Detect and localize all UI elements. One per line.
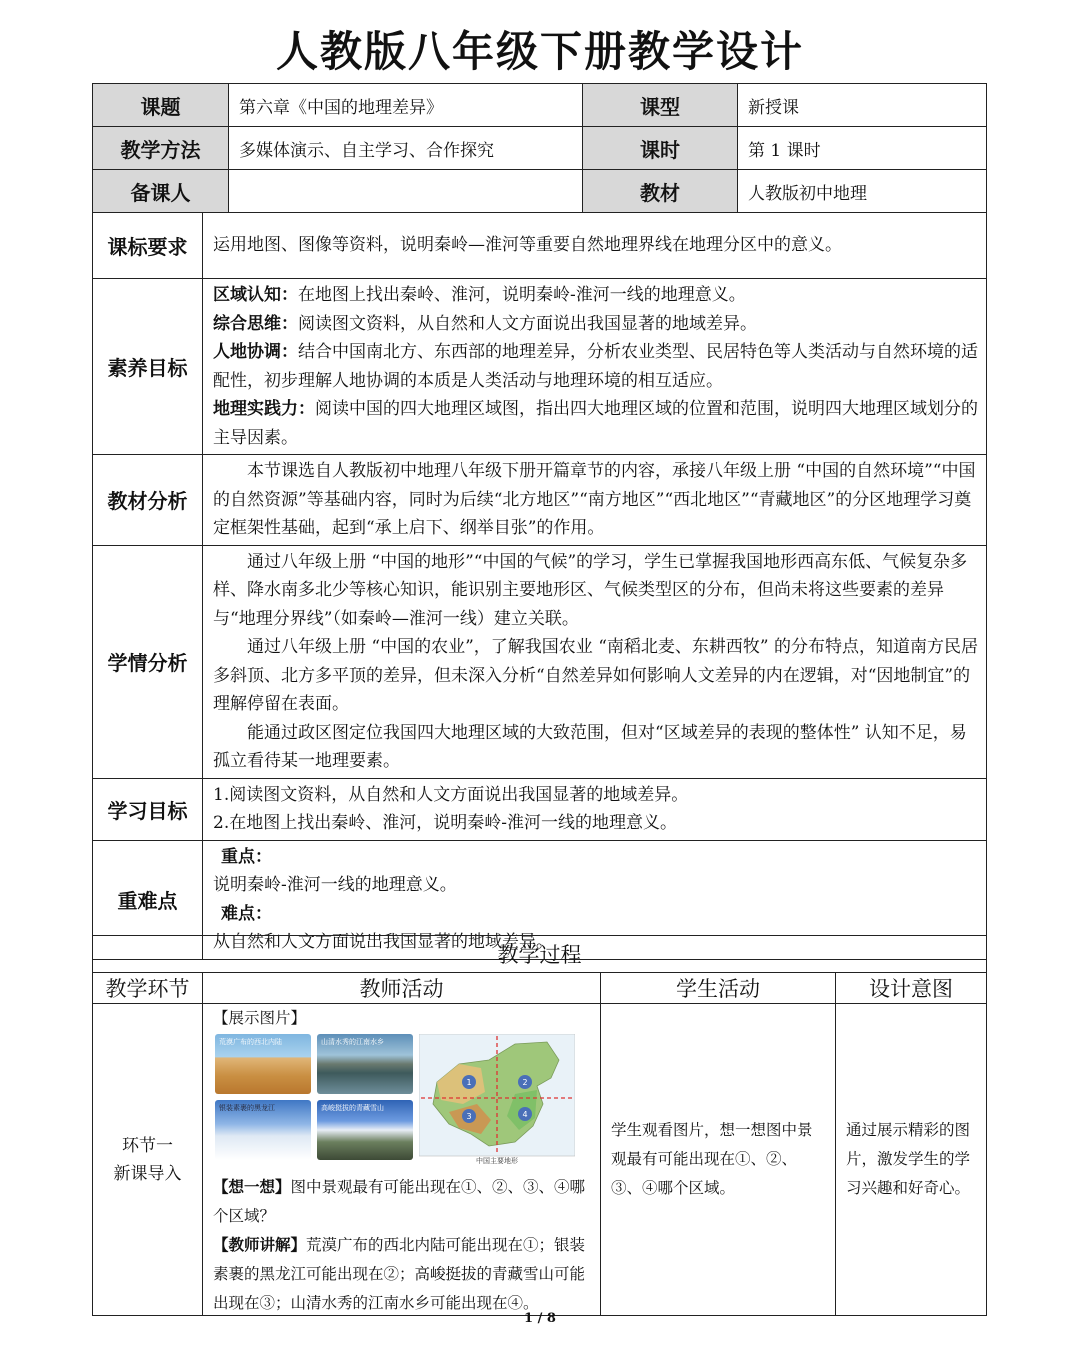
map-marker — [518, 1075, 532, 1089]
textbook-value: 人教版初中地理 — [738, 170, 987, 213]
objectives-label: 学习目标 — [93, 778, 203, 840]
difficult-point-text: 从自然和人文方面说出我国显著的地域差异。 — [213, 932, 553, 952]
student-analysis-paragraph: 通过八年级上册 “中国的农业”，了解我国农业 “南稻北麦、东耕西牧” 的分布特点，知道南方民居多斜顶、北方多平顶的差异，但未深入分析“自然差异如何影响人文差异的内在逻辑，对“因地制宜”的理解停留在表面。 — [213, 637, 978, 714]
method-value: 多媒体演示、自主学习、合作探究 — [229, 127, 583, 170]
water-town-image — [317, 1034, 413, 1094]
water-town-caption: 山清水秀的江南水乡 — [321, 1038, 384, 1046]
show-label: 【展示图片】 — [213, 1009, 307, 1027]
literacy-item: 综合思维：阅读图文资料，从自然和人文方面说出我国显著的地域差异。 — [213, 313, 757, 334]
student-analysis-paragraph: 能通过政区图定位我国四大地理区域的大致范围，但对“区域差异的表现的整体性” 认知不足，易孤立看待某一地理要素。 — [213, 722, 967, 771]
difficult-point-label: 难点： — [221, 903, 272, 924]
map-marker — [462, 1109, 476, 1123]
info-table — [92, 83, 987, 213]
literacy-item: 人地协调：结合中国南北方、东西部的地理差异，分析农业类型、民居特色等人类活动与自然环境的适配性，初步理解人地协调的本质是人类活动与地理环境的相互适应。 — [213, 342, 978, 391]
textbook-analysis-text: 本节课选自人教版初中地理八年级下册开篇章节的内容，承接八年级上册 “中国的自然环境”“中国的自然资源”等基础内容，同时为后续“北方地区”“南方地区”“西北地区”“青藏地区”的分区地理学习奠定框架性基础，起到“承上启下、纲举目张”的作用。 — [203, 455, 987, 546]
literacy-goals — [203, 279, 987, 455]
literacy-item: 区域认知：在地图上找出秦岭、淮河，说明秦岭-淮河一线的地理意义。 — [213, 285, 746, 305]
svg-text:4: 4 — [522, 1110, 528, 1119]
snow-mountain-caption: 高峻挺拔的青藏雪山 — [321, 1104, 384, 1112]
textbook-analysis-label: 教材分析 — [93, 455, 203, 546]
stage-cell — [93, 1004, 203, 1316]
map-caption: 中国主要地形 — [476, 1157, 518, 1164]
page-title: 人教版八年级下册教学设计 — [275, 27, 804, 76]
column-header: 教学环节 — [93, 973, 203, 1004]
column-header: 学生活动 — [601, 973, 836, 1004]
map-marker — [462, 1075, 476, 1089]
key-point-label: 重点： — [221, 846, 272, 867]
textbook-label: 教材 — [583, 170, 738, 213]
process-title: 教学过程 — [93, 936, 987, 973]
topic-value: 第六章《中国的地理差异》 — [229, 84, 583, 127]
standard-text: 运用地图、图像等资料，说明秦岭—淮河等重要自然地理界线在地理分区中的意义。 — [203, 213, 987, 279]
student-analysis-label: 学情分析 — [93, 545, 203, 778]
snow-mountain-image — [317, 1100, 413, 1160]
literacy-label: 素养目标 — [93, 279, 203, 455]
preparer-value — [229, 170, 583, 213]
heilongjiang-caption: 银装素裹的黑龙江 — [219, 1104, 275, 1112]
key-points-label: 重难点 — [93, 840, 203, 959]
student-activity: 学生观看图片，想一想图中景观最有可能出现在①、②、③、④哪个区域。 — [601, 1004, 836, 1316]
period-value: 第 1 课时 — [738, 127, 987, 170]
student-analysis — [203, 545, 987, 778]
objective-item: 1.阅读图文资料，从自然和人文方面说出我国显著的地域差异。 — [213, 784, 689, 805]
key-point-text: 说明秦岭-淮河一线的地理意义。 — [213, 875, 457, 895]
explain-block: 【教师讲解】荒漠广布的西北内陆可能出现在①；银装素裹的黑龙江可能出现在②；高峻挺拔的青藏雪山可能出现在③；山清水秀的江南水乡可能出现在④。 — [213, 1235, 586, 1312]
think-block: 【想一想】图中景观最有可能出现在①、②、③、④哪个区域？ — [213, 1177, 586, 1225]
stage-line: 环节一 — [122, 1135, 173, 1156]
student-analysis-paragraph: 通过八年级上册 “中国的地形”“中国的气候”的学习，学生已掌握我国地形西高东低、气候复杂多样、降水南多北少等核心知识，能识别主要地形区、气候类型区的分布，但尚未将这些要素的差异与“地理分界线”（如秦岭—淮河一线）建立关联。 — [213, 551, 968, 629]
type-value: 新授课 — [738, 84, 987, 127]
desert-image — [215, 1034, 311, 1094]
design-intent: 通过展示精彩的图片，激发学生的学习兴趣和好奇心。 — [836, 1004, 987, 1316]
svg-text:2: 2 — [522, 1078, 528, 1087]
process-table — [92, 935, 987, 1316]
content-table — [92, 212, 987, 960]
svg-text:3: 3 — [466, 1112, 472, 1121]
column-header: 教师活动 — [203, 973, 601, 1004]
standard-label: 课标要求 — [93, 213, 203, 279]
column-header: 设计意图 — [836, 973, 987, 1004]
svg-text:1: 1 — [466, 1078, 472, 1087]
heilongjiang-image — [215, 1100, 311, 1160]
map-graphic — [419, 1034, 575, 1164]
literacy-item: 地理实践力：阅读中国的四大地理区域图，指出四大地理区域的位置和范围，说明四大地理区域划分的主导因素。 — [213, 399, 978, 448]
type-label: 课型 — [583, 84, 738, 127]
map-marker — [518, 1107, 532, 1121]
objectives — [203, 778, 987, 840]
preparer-label: 备课人 — [93, 170, 229, 213]
teacher-activity — [203, 1004, 601, 1316]
china-terrain-map — [419, 1034, 575, 1164]
period-label: 课时 — [583, 127, 738, 170]
topic-label: 课题 — [93, 84, 229, 127]
stage-line: 新课导入 — [113, 1163, 182, 1184]
page-number: 1 / 8 — [524, 1311, 556, 1326]
method-label: 教学方法 — [93, 127, 229, 170]
desert-caption: 荒漠广布的西北内陆 — [219, 1038, 282, 1046]
objective-item: 2.在地图上找出秦岭、淮河，说明秦岭-淮河一线的地理意义。 — [213, 813, 677, 833]
